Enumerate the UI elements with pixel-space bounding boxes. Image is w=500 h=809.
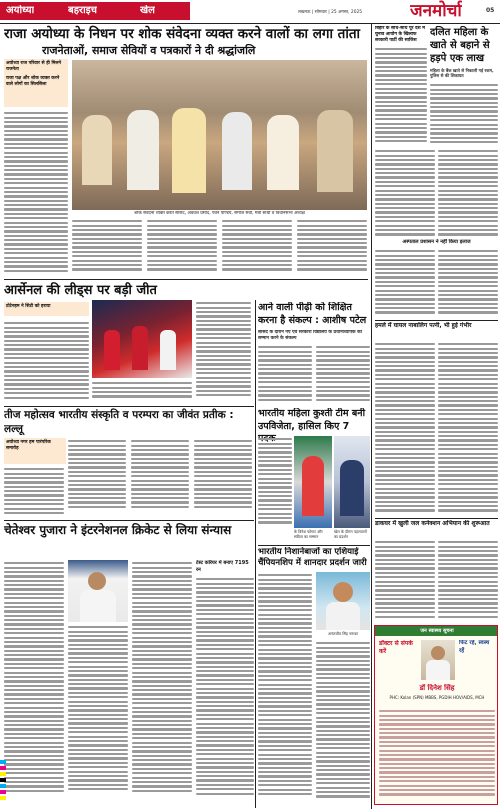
lead-subhead: राजनेताओं, समाज सेवियों व पत्रकारों ने दी श्रद्धांजलि bbox=[42, 44, 256, 57]
column-divider bbox=[371, 24, 372, 809]
section-divider-arsenal bbox=[4, 279, 368, 280]
ad-tagline: डॉक्टर से संपर्क करें bbox=[379, 640, 413, 655]
wrestling-photo-2 bbox=[334, 436, 370, 528]
right-text-mid bbox=[375, 148, 498, 238]
masthead-divider bbox=[0, 23, 500, 24]
injury-headline: हमले में घायल नाबालिग पत्नी, भी हुई गंभीर bbox=[375, 322, 472, 329]
lead-text-col-1 bbox=[4, 110, 68, 276]
section-tab-sports[interactable]: खेल bbox=[140, 5, 155, 16]
wrestling-headline: भारतीय महिला कुश्ती टीम बनी उपविजेता, हासिल किए 7 bbox=[258, 408, 366, 432]
dalit-headline: दलित महिला के खाते से बहाने से हड़पे एक लाख bbox=[430, 27, 490, 64]
section-divider-youth bbox=[255, 300, 256, 410]
lead-photo bbox=[72, 60, 367, 210]
section-divider-wrestling bbox=[255, 408, 256, 808]
youth-text bbox=[258, 344, 370, 406]
section-divider-right-1 bbox=[375, 320, 498, 321]
arsenal-headline: आर्सेनल की लीड्स पर बड़ी जीत bbox=[4, 283, 157, 298]
ad-qualification: PHC: Kolan (SPN) MBBS, PGDIH HOV/AIDS, MCH bbox=[389, 695, 485, 700]
ad-doctor-photo bbox=[421, 640, 455, 680]
edition-info: लखनऊ | सोमवार | 25 अगस्त, 2025 bbox=[298, 10, 363, 15]
wrestling-caption-1: के विनेश फोगाट और सविता का सम्मान bbox=[294, 529, 323, 539]
arsenal-text-col-3 bbox=[196, 300, 251, 402]
masthead bbox=[0, 0, 500, 24]
pujara-photo bbox=[68, 560, 128, 622]
ad-title: जन स्वास्थ्य सूचना bbox=[420, 628, 454, 634]
arsenal-bullet-text: टोटेनहम ने सिटी को हराया bbox=[6, 304, 51, 309]
health-ad bbox=[374, 625, 498, 805]
culture-headline: तीज महोत्सव भारतीय संस्कृति व परम्परा का जीवंत प्रतीक : लल्लू bbox=[4, 409, 234, 435]
lead-headline: राजा अयोध्या के निधन पर शोक संवेदना व्यक्त करने वालों का लगा तांता bbox=[4, 26, 361, 42]
culture-text-right bbox=[68, 438, 254, 518]
water-headline: डाकघर में खुली जल कनेक्शन अभियान की शुरूआत bbox=[375, 520, 490, 527]
arsenal-bullet bbox=[4, 302, 89, 316]
water-text bbox=[375, 539, 498, 623]
ad-note: फिट रहें, स्वस्थ रहें bbox=[459, 640, 490, 654]
wrestling-photo-1 bbox=[294, 436, 332, 528]
ad-body-text bbox=[379, 708, 495, 802]
section-divider-culture bbox=[4, 406, 254, 407]
pujara-subhead: टेस्ट करियर में बनाए 7195 रन bbox=[196, 560, 249, 573]
culture-bullet-text: अयोध्या नगर हम पारंपरिक समारोह bbox=[6, 440, 51, 451]
arsenal-text-col-2 bbox=[92, 380, 192, 402]
hospital-text bbox=[375, 248, 498, 318]
section-tab-ayodhya[interactable]: अयोध्या bbox=[6, 5, 35, 16]
shooting-text-col-1 bbox=[258, 572, 312, 800]
section-divider-pujara bbox=[4, 520, 254, 521]
section-tabs bbox=[0, 2, 190, 20]
youth-headline: आने वाली पीढ़ी को शिक्षित करना है संकल्प : आशीष पटेल bbox=[258, 302, 367, 326]
dalit-text bbox=[430, 82, 498, 146]
youth-subhead: सांसद के दौरान नए एवं सरकारी विद्यालय के प्रधानाध्यापक का सम्मान करने के संकल्प bbox=[258, 330, 362, 341]
wrestling-caption-2: खेल के दौरान पहलवानों का प्रदर्शन bbox=[334, 529, 367, 539]
culture-bullet bbox=[4, 438, 66, 464]
arsenal-text-col-1 bbox=[4, 320, 89, 402]
ad-doctor-name: डॉ दिनेश सिंह bbox=[419, 684, 455, 692]
dalit-subhead: महिला के बैंक खाते से निकाली गई रकम, पुलिस से की शिकायत bbox=[430, 68, 494, 79]
section-divider-right-2 bbox=[375, 518, 498, 519]
shooting-text-col-2 bbox=[316, 640, 370, 800]
shooting-caption: अनंतजीत सिंह नरूका bbox=[327, 631, 359, 636]
color-registration-strip bbox=[0, 760, 6, 808]
shooting-headline: भारतीय निशानेबाजों का एशियाई चैंपियनशिप में शानदार प्रदर्शन जारी bbox=[258, 547, 367, 568]
lead-bullets bbox=[4, 59, 68, 107]
section-tab-bahraich[interactable]: बहराइच bbox=[68, 5, 97, 16]
shooting-photo bbox=[316, 572, 370, 630]
wrestling-text-col-1 bbox=[258, 436, 292, 526]
pujara-text bbox=[4, 560, 254, 800]
paper-name: जनमोर्चा bbox=[410, 1, 462, 21]
ad-header bbox=[375, 626, 498, 636]
lead-bullet-1: अयोध्या राज परिवार से ही मिलने राजनेता bbox=[6, 61, 62, 72]
right-short-text bbox=[375, 46, 427, 146]
page-number: 05 bbox=[486, 7, 495, 14]
lead-text-cols bbox=[72, 218, 367, 278]
hospital-headline: अस्पताल प्रशासन ने नहीं किया इलाज bbox=[402, 239, 471, 245]
lead-photo-caption: शोक संवेदना व्यक्त करते सांसद, अवधेश प्रसाद, पवन पाण्डेय, समाज सेवी, मंत्री साधी व विधानसभा अध्यक्ष bbox=[134, 211, 305, 216]
section-divider-shooting bbox=[258, 545, 370, 546]
injury-text bbox=[375, 341, 498, 516]
right-short-headline: बिहार के साथ-साथ पूरे देश में चुनाव आयोग के खिलाफ सरकारी पार्टी की साजिश bbox=[375, 26, 426, 43]
pujara-headline: चेतेश्वर पुजारा ने इंटरनेशनल क्रिकेट से लिया संन्यास bbox=[4, 523, 232, 537]
arsenal-photo bbox=[92, 300, 192, 378]
lead-bullet-2: राजा पक्ष और शोक व्यक्त करने वाले लोगों का सिलसिला bbox=[6, 76, 60, 87]
